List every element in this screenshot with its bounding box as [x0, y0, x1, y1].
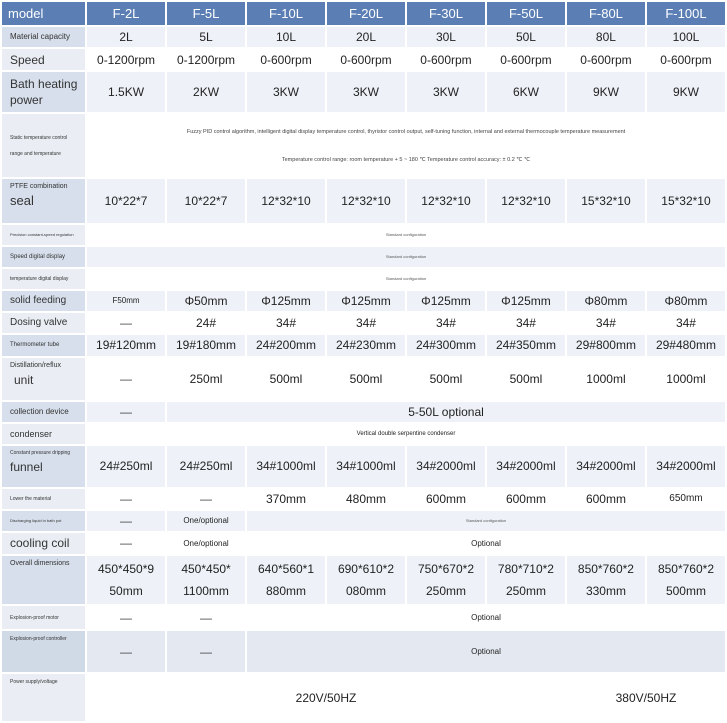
- cell-value: 10*22*7: [87, 179, 165, 222]
- cell-value: [487, 556, 565, 604]
- row-label: Overall dimensions: [2, 556, 85, 604]
- cell-value: —: [87, 606, 165, 629]
- cell-value: 34#2000ml: [567, 446, 645, 487]
- row-label: solid feeding: [2, 291, 85, 311]
- row-label: Precision constant-speed regulation: [2, 225, 85, 245]
- cell-value: 1.5KW: [87, 72, 165, 112]
- cell-value: [247, 556, 325, 604]
- cell-value: —: [87, 402, 165, 422]
- cell-value: [647, 556, 725, 604]
- cell-value: 600mm: [487, 489, 565, 509]
- cell-value: 34#2000ml: [647, 446, 725, 487]
- cell-value: One/optional: [167, 511, 245, 531]
- cell-value: 12*32*10: [327, 179, 405, 222]
- row-power-supply: [2, 674, 725, 721]
- row-solid-feeding: [2, 291, 725, 311]
- row-label-line: Constant pressure dripping: [10, 449, 71, 456]
- cell-value: 370mm: [247, 489, 325, 509]
- row-ptfe-seal: [2, 179, 725, 222]
- cell-value: 5L: [167, 27, 245, 47]
- cell-value: 3KW: [407, 72, 485, 112]
- row-temperature-digital-display: [2, 269, 725, 289]
- cell-value: 12*32*10: [487, 179, 565, 222]
- cell-value: 0-600rpm: [327, 49, 405, 70]
- row-collection-device: [2, 402, 725, 422]
- row-label-line: seal: [10, 193, 34, 209]
- row-label: [2, 358, 85, 400]
- dimension-line: 250mm: [505, 584, 546, 599]
- row-label: Lower the material: [2, 489, 85, 509]
- dimension-line: 690*610*2: [337, 562, 395, 577]
- cell-value: 24#230mm: [327, 335, 405, 356]
- cell-value: 500ml: [487, 358, 565, 400]
- cell-value: 34#2000ml: [407, 446, 485, 487]
- cell-value: 24#250ml: [167, 446, 245, 487]
- cell-value: 0-1200rpm: [87, 49, 165, 70]
- span-value: Vertical double serpentine condenser: [87, 424, 725, 444]
- row-label: Explosion-proof controller: [2, 631, 85, 672]
- row-label-line: Bath heating: [10, 77, 78, 92]
- cell-value: —: [167, 631, 245, 672]
- dimension-line: 880mm: [266, 584, 307, 599]
- header-model: F-10L: [247, 2, 325, 25]
- cell-value: [567, 556, 645, 604]
- dimension-line: 50mm: [109, 584, 143, 599]
- row-label-line: PTFE combination: [10, 183, 68, 191]
- cell-value: 15*32*10: [647, 179, 725, 222]
- dimension-line: 450*450*: [181, 562, 231, 577]
- row-dripping-funnel: [2, 446, 725, 487]
- cell-value: 19#180mm: [167, 335, 245, 356]
- dimension-line: 080mm: [345, 584, 386, 599]
- cell-value: 10*22*7: [167, 179, 245, 222]
- row-label-line: Static temperature control: [10, 134, 68, 141]
- header-model: F-30L: [407, 2, 485, 25]
- cell-value: 29#800mm: [567, 335, 645, 356]
- row-label: temperature digital display: [2, 269, 85, 289]
- row-label-line: power: [10, 93, 43, 108]
- cell-value: 24#300mm: [407, 335, 485, 356]
- cell-value: 34#: [407, 313, 485, 333]
- row-label: Thermometer tube: [2, 335, 85, 356]
- row-label: Material capacity: [2, 27, 85, 47]
- cell-value: 500ml: [247, 358, 325, 400]
- span-value: 5-50L optional: [167, 402, 725, 422]
- cell-value: Φ125mm: [407, 291, 485, 311]
- row-thermometer-tube: [2, 335, 725, 356]
- cell-value: 9KW: [647, 72, 725, 112]
- row-label: [2, 179, 85, 222]
- cell-value: 24#250ml: [87, 446, 165, 487]
- cell-value: 50L: [487, 27, 565, 47]
- cell-value: 24#350mm: [487, 335, 565, 356]
- header-model: F-50L: [487, 2, 565, 25]
- span-value: 380V/50HZ: [567, 674, 725, 721]
- span-value: Standard configuration: [87, 269, 725, 289]
- cell-value: [407, 556, 485, 604]
- row-explosion-proof-controller: [2, 631, 725, 672]
- row-speed-digital-display: [2, 247, 725, 267]
- cell-value: —: [87, 533, 165, 554]
- row-speed: [2, 49, 725, 70]
- span-value: Standard configuration: [87, 247, 725, 267]
- cell-value: 650mm: [647, 489, 725, 509]
- dimension-line: 750*670*2: [417, 562, 474, 577]
- cell-value: 600mm: [407, 489, 485, 509]
- cell-value: Φ50mm: [167, 291, 245, 311]
- dimension-line: 500mm: [665, 584, 706, 599]
- cell-value: 34#1000ml: [247, 446, 325, 487]
- cell-value: 480mm: [327, 489, 405, 509]
- cell-value: 0-600rpm: [407, 49, 485, 70]
- cell-value: 6KW: [487, 72, 565, 112]
- dimension-line: 850*760*2: [657, 562, 714, 577]
- row-label: [2, 114, 85, 177]
- cell-value: 0-600rpm: [567, 49, 645, 70]
- cell-value: 20L: [327, 27, 405, 47]
- cell-value: Φ125mm: [247, 291, 325, 311]
- row-label: Power supply/voltage: [2, 674, 85, 721]
- row-distillation-unit: [2, 358, 725, 400]
- dimension-line: 250mm: [425, 584, 466, 599]
- cell-value: 0-1200rpm: [167, 49, 245, 70]
- cell-value: 500ml: [327, 358, 405, 400]
- row-dosing-valve: [2, 313, 725, 333]
- cell-value: 10L: [247, 27, 325, 47]
- cell-value: 0-600rpm: [487, 49, 565, 70]
- row-label-line: range and temperature: [10, 150, 61, 157]
- row-label: Speed: [2, 49, 85, 70]
- header-model: F-2L: [87, 2, 165, 25]
- span-value: Optional: [247, 533, 725, 554]
- span-value: Standard configuration: [247, 511, 725, 531]
- row-label-line: Distillation/reflux: [10, 361, 61, 369]
- dimension-line: 640*560*1: [257, 562, 315, 577]
- cell-value: 24#: [167, 313, 245, 333]
- row-label-line: unit: [14, 372, 34, 387]
- span-value: 220V/50HZ: [87, 674, 565, 721]
- row-explosion-proof-motor: [2, 606, 725, 629]
- cell-value: 250ml: [167, 358, 245, 400]
- row-label: Speed digital display: [2, 247, 85, 267]
- header-model: F-100L: [647, 2, 725, 25]
- cell-value: 15*32*10: [567, 179, 645, 222]
- row-label: Discharging liquid in bath pot: [2, 511, 85, 531]
- row-condenser: [2, 424, 725, 444]
- cell-value: 2KW: [167, 72, 245, 112]
- header-model: F-5L: [167, 2, 245, 25]
- cell-value: One/optional: [167, 533, 245, 554]
- cell-value: 9KW: [567, 72, 645, 112]
- cell-value: 34#2000ml: [487, 446, 565, 487]
- row-temperature-control: [2, 114, 725, 177]
- description-line: Temperature control range: room temperature + 5 ~ 180 ℃ Temperature control accuracy: ± 0.2 ℃ ℃: [281, 156, 531, 163]
- cell-value: 34#1000ml: [327, 446, 405, 487]
- dimension-line: 850*760*2: [577, 562, 634, 577]
- row-material-capacity: [2, 27, 725, 47]
- dimension-line: 780*710*2: [497, 562, 554, 577]
- cell-value: 34#: [647, 313, 725, 333]
- dimension-line: 330mm: [585, 584, 626, 599]
- cell-value: Φ80mm: [567, 291, 645, 311]
- cell-value: 3KW: [247, 72, 325, 112]
- header-row: [2, 2, 725, 25]
- cell-value: 34#: [327, 313, 405, 333]
- description-line: Fuzzy PID control algorithm, intelligent digital display temperature control, thyristor control output, self-tuning function, internal and external thermocouple temperature measurement: [186, 128, 626, 135]
- row-cooling-coil: [2, 533, 725, 554]
- row-label-line: funnel: [10, 459, 43, 474]
- cell-value: [167, 556, 245, 604]
- row-label: collection device: [2, 402, 85, 422]
- cell-value: [87, 556, 165, 604]
- cell-value: 19#120mm: [87, 335, 165, 356]
- cell-value: —: [87, 511, 165, 531]
- cell-value: 1000ml: [567, 358, 645, 400]
- cell-value: F50mm: [87, 291, 165, 311]
- cell-value: 30L: [407, 27, 485, 47]
- cell-value: —: [87, 313, 165, 333]
- span-value: Standard configuration: [87, 225, 725, 245]
- cell-value: 34#: [487, 313, 565, 333]
- cell-value: 34#: [247, 313, 325, 333]
- row-overall-dimensions: [2, 556, 725, 604]
- cell-value: —: [87, 631, 165, 672]
- cell-value: 24#200mm: [247, 335, 325, 356]
- cell-value: 29#480mm: [647, 335, 725, 356]
- cell-value: 3KW: [327, 72, 405, 112]
- header-model: F-20L: [327, 2, 405, 25]
- cell-value: —: [167, 606, 245, 629]
- cell-value: 1000ml: [647, 358, 725, 400]
- cell-value: —: [87, 489, 165, 509]
- row-label: [2, 72, 85, 112]
- dimension-line: 450*450*9: [98, 562, 155, 577]
- cell-value: 0-600rpm: [647, 49, 725, 70]
- row-label: cooling coil: [2, 533, 85, 554]
- cell-value: Φ125mm: [327, 291, 405, 311]
- cell-value: 500ml: [407, 358, 485, 400]
- cell-value: 12*32*10: [247, 179, 325, 222]
- cell-value: 34#: [567, 313, 645, 333]
- cell-value: 2L: [87, 27, 165, 47]
- cell-value: —: [87, 358, 165, 400]
- cell-value: [327, 556, 405, 604]
- row-discharging-liquid: [2, 511, 725, 531]
- temperature-control-description: [87, 114, 725, 177]
- span-value: Optional: [247, 606, 725, 629]
- cell-value: 0-600rpm: [247, 49, 325, 70]
- row-precision-regulation: [2, 225, 725, 245]
- header-model-label: model: [2, 2, 85, 25]
- cell-value: 80L: [567, 27, 645, 47]
- header-model: F-80L: [567, 2, 645, 25]
- cell-value: Φ80mm: [647, 291, 725, 311]
- row-bath-heating-power: [2, 72, 725, 112]
- cell-value: 12*32*10: [407, 179, 485, 222]
- cell-value: 100L: [647, 27, 725, 47]
- row-label: [2, 446, 85, 487]
- cell-value: Φ125mm: [487, 291, 565, 311]
- row-lower-material: [2, 489, 725, 509]
- dimension-line: 1100mm: [183, 584, 229, 599]
- row-label: Dosing valve: [2, 313, 85, 333]
- span-value: Optional: [247, 631, 725, 672]
- cell-value: 600mm: [567, 489, 645, 509]
- row-label: condenser: [2, 424, 85, 444]
- row-label: Explosion-proof motor: [2, 606, 85, 629]
- cell-value: —: [167, 489, 245, 509]
